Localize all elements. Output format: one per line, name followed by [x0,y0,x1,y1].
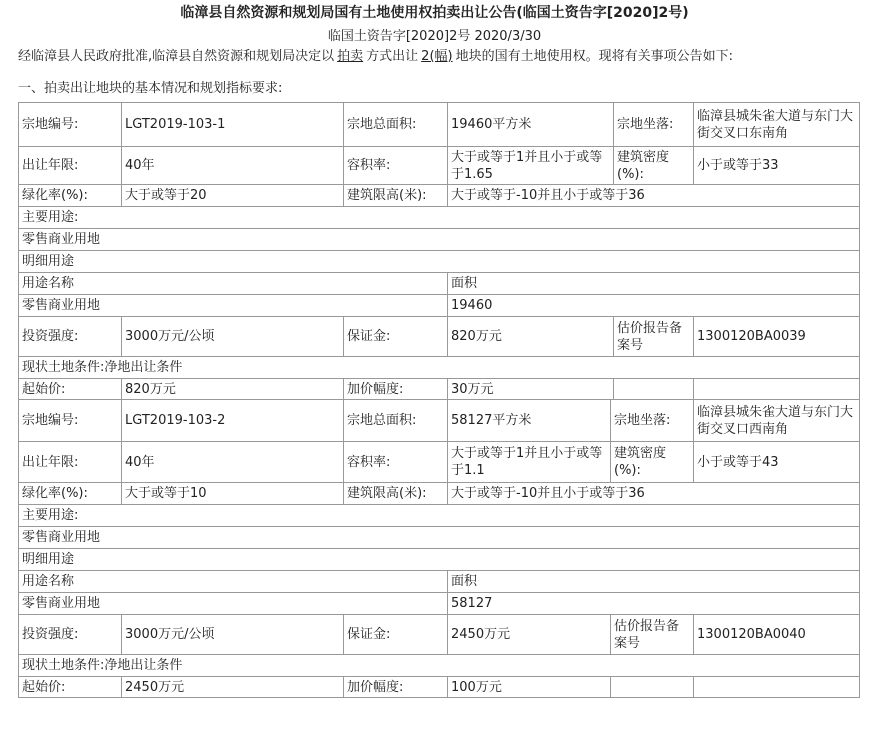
empty-cell [611,677,694,698]
intro-count: 2(幅) [421,49,453,64]
appraisal: 1300120BA0039 [694,317,860,357]
area: 58127 [448,593,860,615]
label-main-use: 主要用途: [19,505,860,527]
invest: 3000万元/公顷 [122,615,344,655]
density: 小于或等于33 [694,147,860,185]
intro-paragraph [0,46,869,68]
label-use-name: 用途名称 [19,571,448,593]
start-price: 820万元 [122,379,344,400]
label-term: 出让年限: [19,442,122,483]
label-start-price: 起始价: [19,379,122,400]
label-far: 容积率: [344,442,448,483]
label-appraisal: 估价报告备案号 [611,615,694,655]
section-title: 一、拍卖出让地块的基本情况和规划指标要求: [18,81,283,96]
condition-cell [19,655,860,677]
increment: 30万元 [448,379,614,400]
intro-middle: 方式出让 [366,49,419,64]
label-parcel-no: 宗地编号: [19,400,122,442]
main-use: 零售商业用地 [19,229,860,251]
parcel-table-2 [18,399,860,698]
empty-cell [694,677,860,698]
empty-cell [614,379,694,400]
label-increment: 加价幅度: [344,677,448,698]
label-density: 建筑密度(%): [614,147,694,185]
area: 19460 [448,295,860,317]
term: 40年 [122,442,344,483]
label-increment: 加价幅度: [344,379,448,400]
label-height: 建筑限高(米): [344,483,448,505]
condition: 净地出让条件 [104,360,183,375]
label-detail-use: 明细用途 [19,549,860,571]
parcel-no: LGT2019-103-2 [122,400,344,442]
table-row [19,185,860,207]
intro-prefix: 经临漳县人民政府批准,临漳县自然资源和规划局决定以 [18,49,335,64]
total-area: 19460平方米 [448,103,614,147]
label-main-use: 主要用途: [19,207,860,229]
table-row [19,400,860,442]
label-deposit: 保证金: [344,615,448,655]
label-density: 建筑密度(%): [611,442,694,483]
far: 大于或等于1并且小于或等于1.65 [448,147,614,185]
green: 大于或等于10 [122,483,344,505]
intro-method: 拍卖 [337,49,364,64]
location: 临漳县城朱雀大道与东门大街交叉口东南角 [694,103,860,147]
use-name: 零售商业用地 [19,295,448,317]
deposit: 2450万元 [448,615,611,655]
label-invest: 投资强度: [19,317,122,357]
height: 大于或等于-10并且小于或等于36 [448,185,860,207]
appraisal: 1300120BA0040 [694,615,860,655]
condition-cell [19,357,860,379]
label-detail-use: 明细用途 [19,251,860,273]
label-green: 绿化率(%): [19,185,122,207]
table-row [19,442,860,483]
label-total-area: 宗地总面积: [344,400,448,442]
label-appraisal: 估价报告备案号 [614,317,694,357]
label-location: 宗地坐落: [611,400,694,442]
far: 大于或等于1并且小于或等于1.1 [448,442,611,483]
page-title: 临漳县自然资源和规划局国有土地使用权拍卖出让公告(临国土资告字[2020]2号) [180,5,689,21]
term: 40年 [122,147,344,185]
height: 大于或等于-10并且小于或等于36 [448,483,860,505]
location: 临漳县城朱雀大道与东门大街交叉口西南角 [694,400,860,442]
label-use-name: 用途名称 [19,273,448,295]
use-name: 零售商业用地 [19,593,448,615]
table-row [19,147,860,185]
label-parcel-no: 宗地编号: [19,103,122,147]
label-area: 面积 [448,571,860,593]
label-start-price: 起始价: [19,677,122,698]
document-number-date: 临国土资告字[2020]2号 2020/3/30 [327,29,542,44]
main-use: 零售商业用地 [19,527,860,549]
green: 大于或等于20 [122,185,344,207]
condition: 净地出让条件 [104,658,183,673]
label-condition: 现状土地条件: [22,658,105,673]
table-row [19,483,860,505]
total-area: 58127平方米 [448,400,611,442]
label-condition: 现状土地条件: [22,360,105,375]
table-row [19,103,860,147]
increment: 100万元 [448,677,611,698]
density: 小于或等于43 [694,442,860,483]
parcel-table-1 [18,102,860,400]
empty-cell [694,379,860,400]
invest: 3000万元/公顷 [122,317,344,357]
label-height: 建筑限高(米): [344,185,448,207]
intro-suffix: 地块的国有土地使用权。现将有关事项公告如下: [455,49,733,64]
label-term: 出让年限: [19,147,122,185]
start-price: 2450万元 [122,677,344,698]
label-location: 宗地坐落: [614,103,694,147]
label-total-area: 宗地总面积: [344,103,448,147]
deposit: 820万元 [448,317,614,357]
label-green: 绿化率(%): [19,483,122,505]
parcel-no: LGT2019-103-1 [122,103,344,147]
label-invest: 投资强度: [19,615,122,655]
label-far: 容积率: [344,147,448,185]
label-area: 面积 [448,273,860,295]
label-deposit: 保证金: [344,317,448,357]
